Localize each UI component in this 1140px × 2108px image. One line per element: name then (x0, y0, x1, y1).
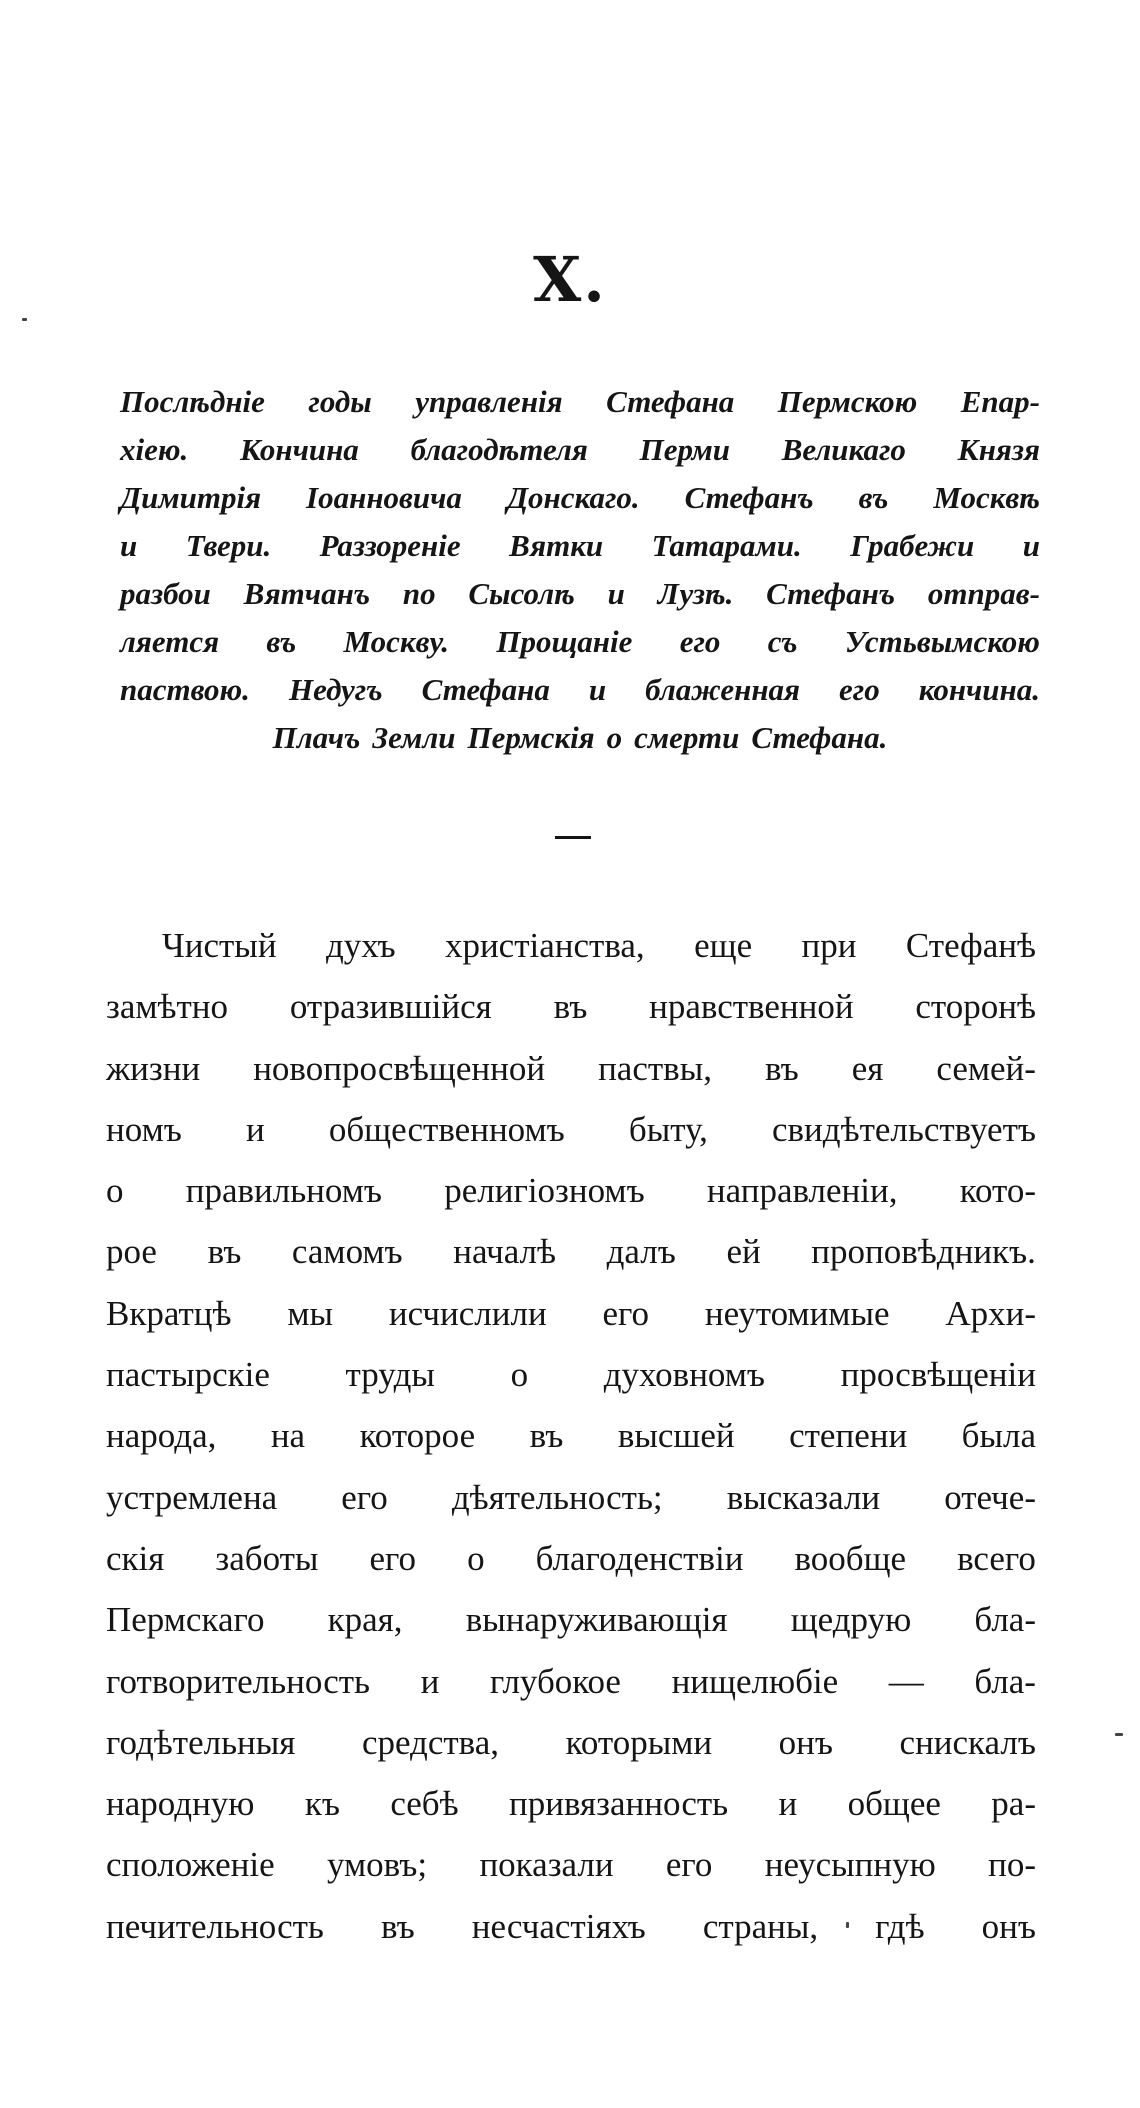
word: по- (988, 1845, 1036, 1885)
text-line (106, 1589, 1036, 1650)
word: христіанства, (444, 926, 645, 965)
word: исчислили (388, 1293, 547, 1333)
word: скія (106, 1538, 165, 1578)
word: о (106, 1171, 124, 1211)
word: управленія (415, 384, 563, 419)
word: глубокое (489, 1661, 621, 1701)
word: началѣ (453, 1232, 557, 1272)
word: жизни (106, 1048, 201, 1088)
word: онъ (981, 1906, 1036, 1946)
word: о (606, 720, 623, 755)
word: нищелюбіе (671, 1661, 839, 1701)
word: Великаго (781, 432, 906, 467)
word: и (1022, 528, 1040, 563)
word: Кончина (240, 432, 359, 467)
page-speck (22, 318, 27, 321)
chapter-number: X. (533, 243, 607, 316)
word: Архи- (945, 1293, 1036, 1333)
word: его (341, 1477, 388, 1517)
word: вообще (794, 1538, 907, 1578)
text-line (120, 522, 1040, 570)
word: была (961, 1416, 1036, 1456)
word: печительность (106, 1906, 324, 1946)
word: Донскаго. (506, 480, 640, 515)
text-line (106, 1099, 1036, 1160)
word: Стефана (606, 384, 735, 419)
word: въ (380, 1906, 415, 1946)
word: отправ- (927, 576, 1040, 611)
word: правильномъ (185, 1171, 382, 1211)
text-line (106, 1221, 1036, 1282)
word: неусыпную (764, 1845, 936, 1885)
word: духовномъ (603, 1355, 765, 1395)
word: еще (694, 926, 753, 965)
chapter-summary (120, 378, 1040, 762)
word: самомъ (291, 1232, 403, 1272)
word: на (270, 1416, 306, 1456)
word: благоденствіи (535, 1538, 744, 1578)
word: показали (479, 1845, 614, 1885)
word: благодѣтеля (410, 432, 588, 467)
word: Прощаніе (496, 624, 633, 659)
word: годѣтельныя (106, 1722, 296, 1762)
word: направленіи, (706, 1171, 898, 1211)
word: высшей (617, 1416, 735, 1456)
word: бла- (974, 1600, 1036, 1640)
word: Стефанъ (766, 576, 896, 611)
word: Недугъ (288, 672, 383, 707)
word: къ (304, 1784, 340, 1824)
word: и (245, 1109, 265, 1149)
word: общественномъ (328, 1109, 565, 1149)
word: края, (327, 1600, 403, 1640)
word: бла- (974, 1661, 1036, 1701)
word: отече- (944, 1477, 1036, 1517)
word: ей (726, 1232, 761, 1272)
word: и (778, 1784, 798, 1824)
word: устремлена (106, 1477, 278, 1517)
text-line (120, 618, 1040, 666)
word: Вкратцѣ (106, 1293, 232, 1333)
word: Твери. (185, 528, 272, 563)
word: страны, (702, 1906, 819, 1946)
word: и (607, 576, 625, 611)
word: Чистый (162, 926, 277, 965)
word: Вятчанъ (243, 576, 371, 611)
text-line (106, 976, 1036, 1037)
word: народную (106, 1784, 255, 1824)
word: неутомимые (704, 1293, 890, 1333)
word: его (602, 1293, 650, 1333)
word: смерти (634, 720, 740, 755)
word: разбои (120, 576, 211, 611)
word: Татарами. (651, 528, 802, 563)
text-line (106, 1651, 1036, 1712)
word: въ (266, 624, 297, 659)
word: въ (858, 480, 889, 515)
word: быту, (628, 1109, 708, 1149)
section-divider (555, 836, 591, 839)
text-line (106, 915, 1036, 976)
word: степени (789, 1416, 908, 1456)
word: умовъ; (326, 1845, 428, 1885)
word: семей- (936, 1048, 1036, 1088)
word: о (467, 1538, 485, 1578)
word: Сысолѣ (468, 576, 575, 611)
text-line (120, 378, 1040, 426)
word: просвѣщеніи (840, 1355, 1036, 1395)
word: и (120, 528, 138, 563)
text-line (106, 1283, 1036, 1344)
word: которыми (565, 1722, 713, 1762)
word: Грабежи (850, 528, 975, 563)
word: Раззореніе (319, 528, 461, 563)
word: Плачъ (272, 720, 361, 755)
word: Вятки (509, 528, 604, 563)
word: Устьвымскою (844, 624, 1040, 659)
word: его (369, 1538, 417, 1578)
word: его (679, 624, 721, 659)
text-line (120, 426, 1040, 474)
word: его (839, 672, 880, 707)
word: Земли (372, 720, 456, 755)
word: религіозномъ (444, 1171, 645, 1211)
word: Епар- (960, 384, 1040, 419)
word: Димитрія (120, 480, 262, 515)
word: высказали (726, 1477, 881, 1517)
word: ея (851, 1048, 884, 1088)
word: номъ (106, 1109, 182, 1149)
word: отразившійся (289, 987, 492, 1027)
word: готворительность (106, 1661, 370, 1701)
word: заботы (215, 1538, 319, 1578)
word: при (801, 926, 857, 965)
word: кончина. (918, 672, 1040, 707)
text-line (106, 1160, 1036, 1221)
text-line (106, 1405, 1036, 1466)
word: пастырскіе (106, 1355, 270, 1395)
word: духъ (325, 926, 396, 965)
word: свидѣтельствуетъ (771, 1109, 1036, 1149)
page-speck (1115, 1733, 1123, 1736)
word: замѣтно (106, 987, 229, 1027)
word: онъ (778, 1722, 833, 1762)
word: ляется (120, 624, 220, 659)
word: себѣ (390, 1784, 459, 1824)
text-line (120, 474, 1040, 522)
word: нравственной (649, 987, 854, 1027)
word: Послѣдніе (120, 384, 265, 419)
word: Перми (639, 432, 730, 467)
word: снискалъ (899, 1722, 1036, 1762)
text-line (106, 1528, 1036, 1589)
text-line (120, 714, 1040, 762)
word: Москву. (343, 624, 450, 659)
word: въ (207, 1232, 242, 1272)
word: проповѣдникъ. (811, 1232, 1036, 1272)
body-text (106, 915, 1036, 1957)
word: по (402, 576, 436, 611)
word: щедрую (790, 1600, 912, 1640)
word: Іоанновича (306, 480, 462, 515)
word: и (420, 1661, 440, 1701)
word: далъ (606, 1232, 676, 1272)
text-line (106, 1896, 1036, 1957)
word: его (665, 1845, 713, 1885)
word: Стефанѣ (905, 926, 1036, 965)
word: хіею. (120, 432, 189, 467)
word: сторонѣ (915, 987, 1036, 1027)
word: въ (553, 987, 588, 1027)
text-line (106, 1467, 1036, 1528)
text-line (106, 1773, 1036, 1834)
word: Стефана. (751, 720, 888, 755)
word: съ (767, 624, 798, 659)
text-line (106, 1038, 1036, 1099)
word: средства, (361, 1722, 500, 1762)
word: Москвѣ (933, 480, 1040, 515)
word: гдѣ (875, 1906, 925, 1946)
word: паствы, (598, 1048, 712, 1088)
word: вынаруживающія (465, 1600, 728, 1640)
word: рое (106, 1232, 157, 1272)
word: Князя (957, 432, 1040, 467)
word: Лузѣ. (657, 576, 734, 611)
text-line (120, 666, 1040, 714)
word: дѣятельность; (451, 1477, 663, 1517)
word: несчастіяхъ (471, 1906, 646, 1946)
word: привязанность (509, 1784, 729, 1824)
word: ра- (991, 1784, 1036, 1824)
word: которое (359, 1416, 476, 1456)
word: Пермскаго (106, 1600, 265, 1640)
word: всего (957, 1538, 1036, 1578)
text-line (106, 1712, 1036, 1773)
word: паствою. (120, 672, 250, 707)
word: въ (764, 1048, 799, 1088)
word: Пермскія (467, 720, 595, 755)
word: новопросвѣщенной (253, 1048, 546, 1088)
word: годы (308, 384, 372, 419)
word: общее (847, 1784, 941, 1824)
word: мы (287, 1293, 334, 1333)
page-speck (846, 1922, 849, 1928)
word: блаженная (645, 672, 801, 707)
text-line (106, 1834, 1036, 1895)
word: сположеніе (106, 1845, 275, 1885)
text-line (120, 570, 1040, 618)
word: — (888, 1661, 924, 1701)
word: о (510, 1355, 529, 1395)
word: Стефана (421, 672, 550, 707)
word: Пермскою (777, 384, 918, 419)
word: кото- (959, 1171, 1036, 1211)
word: труды (345, 1355, 435, 1395)
word: въ (529, 1416, 564, 1456)
word: и (588, 672, 607, 707)
word: народа, (106, 1416, 217, 1456)
text-line (106, 1344, 1036, 1405)
word: Стефанъ (684, 480, 814, 515)
